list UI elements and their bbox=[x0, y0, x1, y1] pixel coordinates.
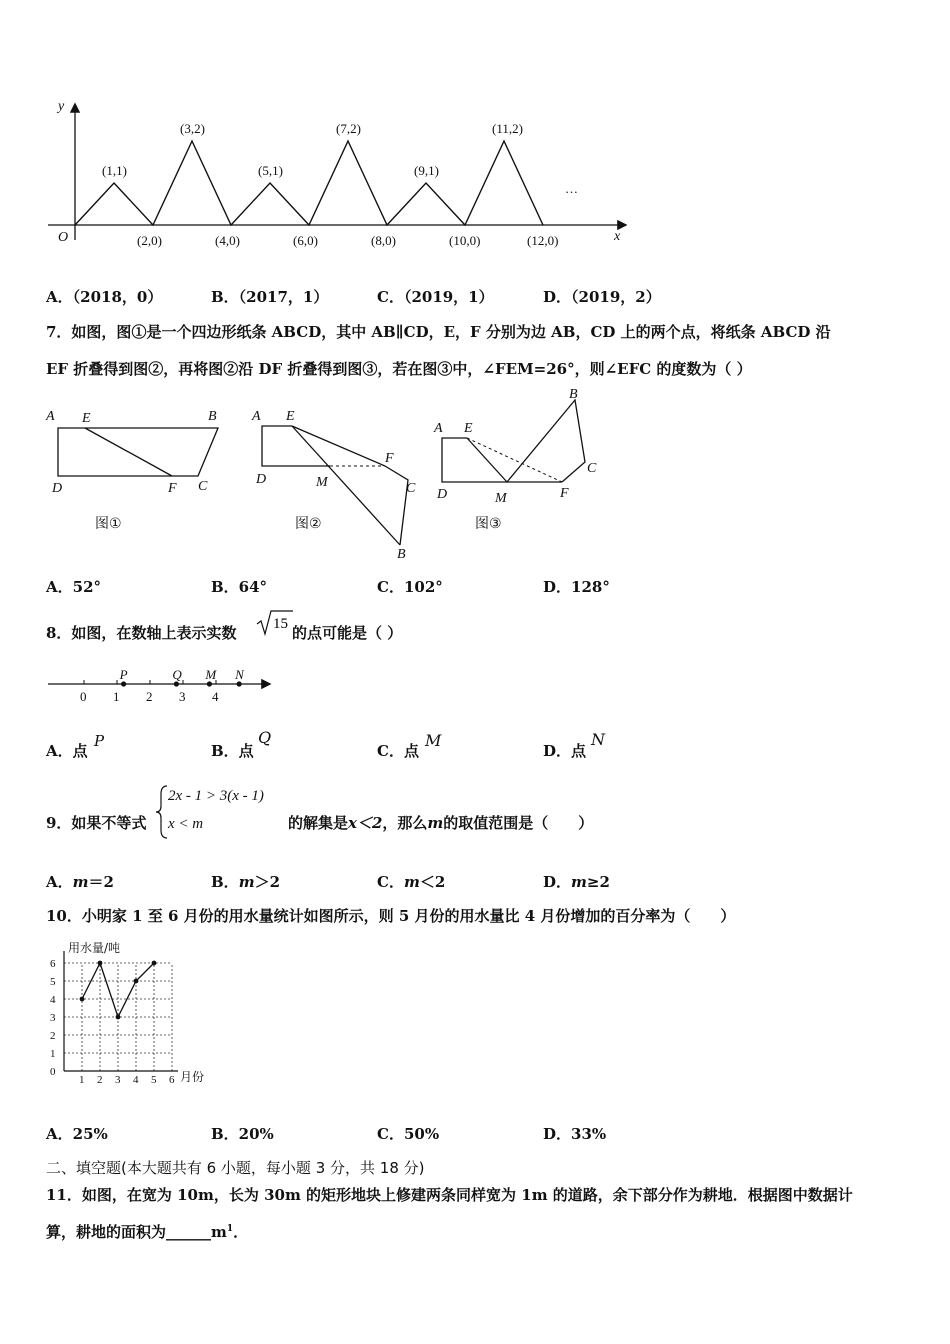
fig2-label-a: A bbox=[252, 409, 261, 424]
q9-condition: x＜2 bbox=[348, 814, 383, 832]
q9-stem-a: 9．如果不等式 bbox=[46, 814, 147, 832]
fig1-caption: 图① bbox=[95, 516, 122, 532]
q9-option-c-rel: ＜2 bbox=[419, 873, 446, 891]
peak-label: (9,1) bbox=[414, 163, 439, 178]
q7-figures bbox=[40, 380, 620, 565]
peak-label: (5,1) bbox=[258, 163, 283, 178]
fig1-label-f: F bbox=[168, 481, 177, 496]
x-axis-label: x bbox=[614, 229, 621, 244]
q8-stem-b: 的点可能是（ ） bbox=[292, 624, 403, 642]
fig2-label-c: C bbox=[406, 481, 416, 496]
q6-option-a[interactable]: A．（2018，0） bbox=[46, 288, 163, 306]
q8-option-a-prefix[interactable]: A．点 bbox=[46, 742, 88, 760]
q8-option-c-letter: M bbox=[425, 731, 442, 750]
tick-label: (10,0) bbox=[449, 233, 481, 248]
fig3-label-f: F bbox=[560, 486, 569, 501]
q9-option-c-prefix: C． bbox=[377, 873, 404, 891]
tick-label: (8,0) bbox=[371, 233, 396, 248]
section-2-title: 二、填空题(本大题共有 6 小题，每小题 3 分，共 18 分) bbox=[46, 1159, 425, 1177]
data-point bbox=[134, 979, 139, 984]
peak-label: (1,1) bbox=[102, 163, 127, 178]
y-axis-label: y bbox=[58, 99, 65, 114]
fig3-label-b: B bbox=[569, 387, 578, 402]
zigzag-labels bbox=[102, 121, 558, 248]
q11-unit-exponent: 1 bbox=[226, 1224, 234, 1234]
q9-option-a-rel: ＝2 bbox=[88, 873, 114, 891]
data-point bbox=[98, 961, 103, 966]
point-label-p: P bbox=[119, 667, 128, 682]
fig2-label-e: E bbox=[286, 409, 295, 424]
fig1-quadrilateral bbox=[58, 428, 218, 476]
zigzag-path bbox=[75, 141, 543, 225]
point-label-q: Q bbox=[172, 667, 182, 682]
y-tick-label: 6 bbox=[50, 958, 56, 970]
chart-x-label: 月份 bbox=[180, 1070, 205, 1084]
q7-option-a[interactable]: A．52° bbox=[46, 578, 102, 596]
q9-option-b-var: m bbox=[238, 873, 255, 891]
x-tick-label: 6 bbox=[169, 1074, 175, 1086]
zigzag-polyline bbox=[75, 141, 543, 225]
q8-option-a-letter: P bbox=[94, 732, 105, 750]
q7-option-c[interactable]: C．102° bbox=[377, 578, 443, 596]
q9-option-d-var: m bbox=[571, 873, 587, 891]
fig1-label-d: D bbox=[52, 481, 63, 496]
data-point bbox=[152, 961, 157, 966]
fig2-folded bbox=[262, 426, 408, 545]
q9-stem-d: 的取值范围是（ ） bbox=[443, 814, 594, 832]
q9-inequality-2: x < m bbox=[168, 816, 204, 832]
q8-sqrt bbox=[255, 608, 295, 638]
q9-option-b-prefix: B． bbox=[211, 873, 239, 891]
axis-number: 4 bbox=[212, 689, 219, 704]
q6-option-b[interactable]: B．（2017，1） bbox=[211, 288, 329, 306]
q9-stem-b: 的解集是 bbox=[288, 814, 349, 832]
q9-option-d[interactable] bbox=[543, 871, 610, 892]
q11-period: ． bbox=[233, 1223, 249, 1241]
fig1-label-a: A bbox=[46, 409, 55, 424]
q9-option-b-rel: ＞2 bbox=[254, 873, 280, 891]
zigzag-figure bbox=[40, 95, 640, 255]
x-tick-label: 3 bbox=[115, 1074, 121, 1086]
tick-label: (2,0) bbox=[137, 233, 162, 248]
q9-option-b[interactable] bbox=[211, 871, 280, 892]
fig2-label-d: D bbox=[256, 472, 267, 487]
q11-answer-blank[interactable]: ______ bbox=[166, 1223, 212, 1241]
fig1-label-b: B bbox=[208, 409, 217, 424]
q8-option-d-prefix[interactable]: D．点 bbox=[543, 742, 587, 760]
q6-option-d[interactable]: D．（2019，2） bbox=[543, 288, 661, 306]
q9-option-a-var: m bbox=[72, 873, 89, 891]
peak-label: (7,2) bbox=[336, 121, 361, 136]
chart-y-label: 用水量/吨 bbox=[68, 941, 121, 955]
fig3-label-c: C bbox=[587, 461, 597, 476]
q8-option-c-prefix[interactable]: C．点 bbox=[377, 742, 419, 760]
point-q bbox=[174, 681, 179, 686]
data-point bbox=[80, 997, 85, 1002]
y-tick-label: 4 bbox=[50, 994, 56, 1006]
fig3-folded bbox=[442, 400, 585, 482]
q9-option-d-prefix: D． bbox=[543, 873, 572, 891]
fig2-label-b: B bbox=[397, 547, 406, 562]
q8-option-b-letter: Q bbox=[258, 728, 272, 747]
q7-stem-line2: EF 折叠得到图②，再将图②沿 DF 折叠得到图③，若在图③中，∠FEM=26°，则∠EFC 的度数为（ ） bbox=[46, 360, 752, 378]
q10-option-b[interactable]: B．20% bbox=[211, 1125, 274, 1143]
tick-label: (4,0) bbox=[215, 233, 240, 248]
q11-stem-line1: 11．如图，在宽为 10m，长为 30m 的矩形地块上修建两条同样宽为 1m 的道路，余下部分作为耕地．根据图中数据计 bbox=[46, 1186, 853, 1204]
y-tick-label: 1 bbox=[50, 1048, 56, 1060]
q9-option-c-var: m bbox=[403, 873, 420, 891]
q8-option-d-letter: N bbox=[591, 730, 605, 749]
q9-system-brace bbox=[155, 784, 169, 840]
q8-number-line bbox=[44, 660, 279, 710]
q10-stem: 10．小明家 1 至 6 月份的用水量统计如图所示，则 5 月份的用水量比 4 月份增加的百分率为（ ） bbox=[46, 907, 736, 925]
origin-label: O bbox=[58, 230, 69, 245]
point-label-m: M bbox=[205, 667, 217, 682]
y-tick-label: 3 bbox=[50, 1012, 56, 1024]
fig2-label-m: M bbox=[316, 475, 328, 490]
q9-variable: m bbox=[427, 814, 444, 832]
axis-number: 3 bbox=[179, 689, 186, 704]
fig2-label-f: F bbox=[385, 451, 394, 466]
water-usage-chart bbox=[40, 938, 220, 1088]
peak-label: (11,2) bbox=[492, 121, 523, 136]
q9-option-a-prefix: A． bbox=[46, 873, 73, 891]
x-tick-label: 4 bbox=[133, 1074, 139, 1086]
y-tick-label: 5 bbox=[50, 976, 56, 988]
q9-option-c[interactable] bbox=[377, 871, 445, 892]
fig1-label-c: C bbox=[198, 479, 208, 494]
q11-unit: m bbox=[211, 1223, 227, 1241]
q8-option-b-prefix[interactable]: B．点 bbox=[211, 742, 254, 760]
q9-option-a[interactable] bbox=[46, 871, 114, 892]
fig3-label-a: A bbox=[434, 421, 443, 436]
point-label-n: N bbox=[235, 667, 244, 682]
fig3-label-d: D bbox=[437, 487, 448, 502]
tick-label: (12,0) bbox=[527, 233, 559, 248]
fig3-label-m: M bbox=[495, 491, 507, 506]
q9-inequality-1: 2x - 1 > 3(x - 1) bbox=[168, 788, 264, 804]
fig1-label-e: E bbox=[82, 411, 91, 426]
q8-stem-a: 8．如图，在数轴上表示实数 bbox=[46, 624, 237, 642]
data-point bbox=[116, 1015, 121, 1020]
q7-option-d[interactable]: D．128° bbox=[543, 578, 610, 596]
x-tick-label: 5 bbox=[151, 1074, 157, 1086]
axis-number: 0 bbox=[80, 689, 87, 704]
fig2-caption: 图② bbox=[295, 516, 322, 532]
q11-stem-line2: 算，耕地的面积为 bbox=[46, 1223, 167, 1241]
point-n bbox=[237, 681, 242, 686]
x-tick-label: 1 bbox=[79, 1074, 85, 1086]
peak-label: (3,2) bbox=[180, 121, 205, 136]
chart-ticks bbox=[50, 958, 175, 1086]
q7-option-b[interactable]: B．64° bbox=[211, 578, 268, 596]
continuation-ellipsis: … bbox=[565, 181, 578, 196]
y-tick-label: 0 bbox=[50, 1066, 56, 1078]
y-tick-label: 2 bbox=[50, 1030, 56, 1042]
axis-number: 2 bbox=[146, 689, 153, 704]
q6-option-c[interactable]: C．（2019，1） bbox=[377, 288, 494, 306]
q10-option-c[interactable]: C．50% bbox=[377, 1125, 440, 1143]
q9-stem-c: ，那么 bbox=[382, 814, 428, 832]
q10-option-d[interactable]: D．33% bbox=[543, 1125, 607, 1143]
axis-number: 1 bbox=[113, 689, 120, 704]
point-m bbox=[207, 681, 212, 686]
fig3-label-e: E bbox=[464, 421, 473, 436]
fig3-caption: 图③ bbox=[475, 516, 502, 532]
q9-option-d-rel: ≥2 bbox=[586, 873, 610, 891]
q7-stem-line1: 7．如图，图①是一个四边形纸条 ABCD，其中 AB∥CD，E，F 分别为边 AB，CD 上的两个点，将纸条 ABCD 沿 bbox=[46, 323, 831, 341]
x-tick-label: 2 bbox=[97, 1074, 103, 1086]
tick-label: (6,0) bbox=[293, 233, 318, 248]
point-p bbox=[121, 681, 126, 686]
q10-option-a[interactable]: A．25% bbox=[46, 1125, 108, 1143]
radicand: 15 bbox=[273, 616, 288, 632]
